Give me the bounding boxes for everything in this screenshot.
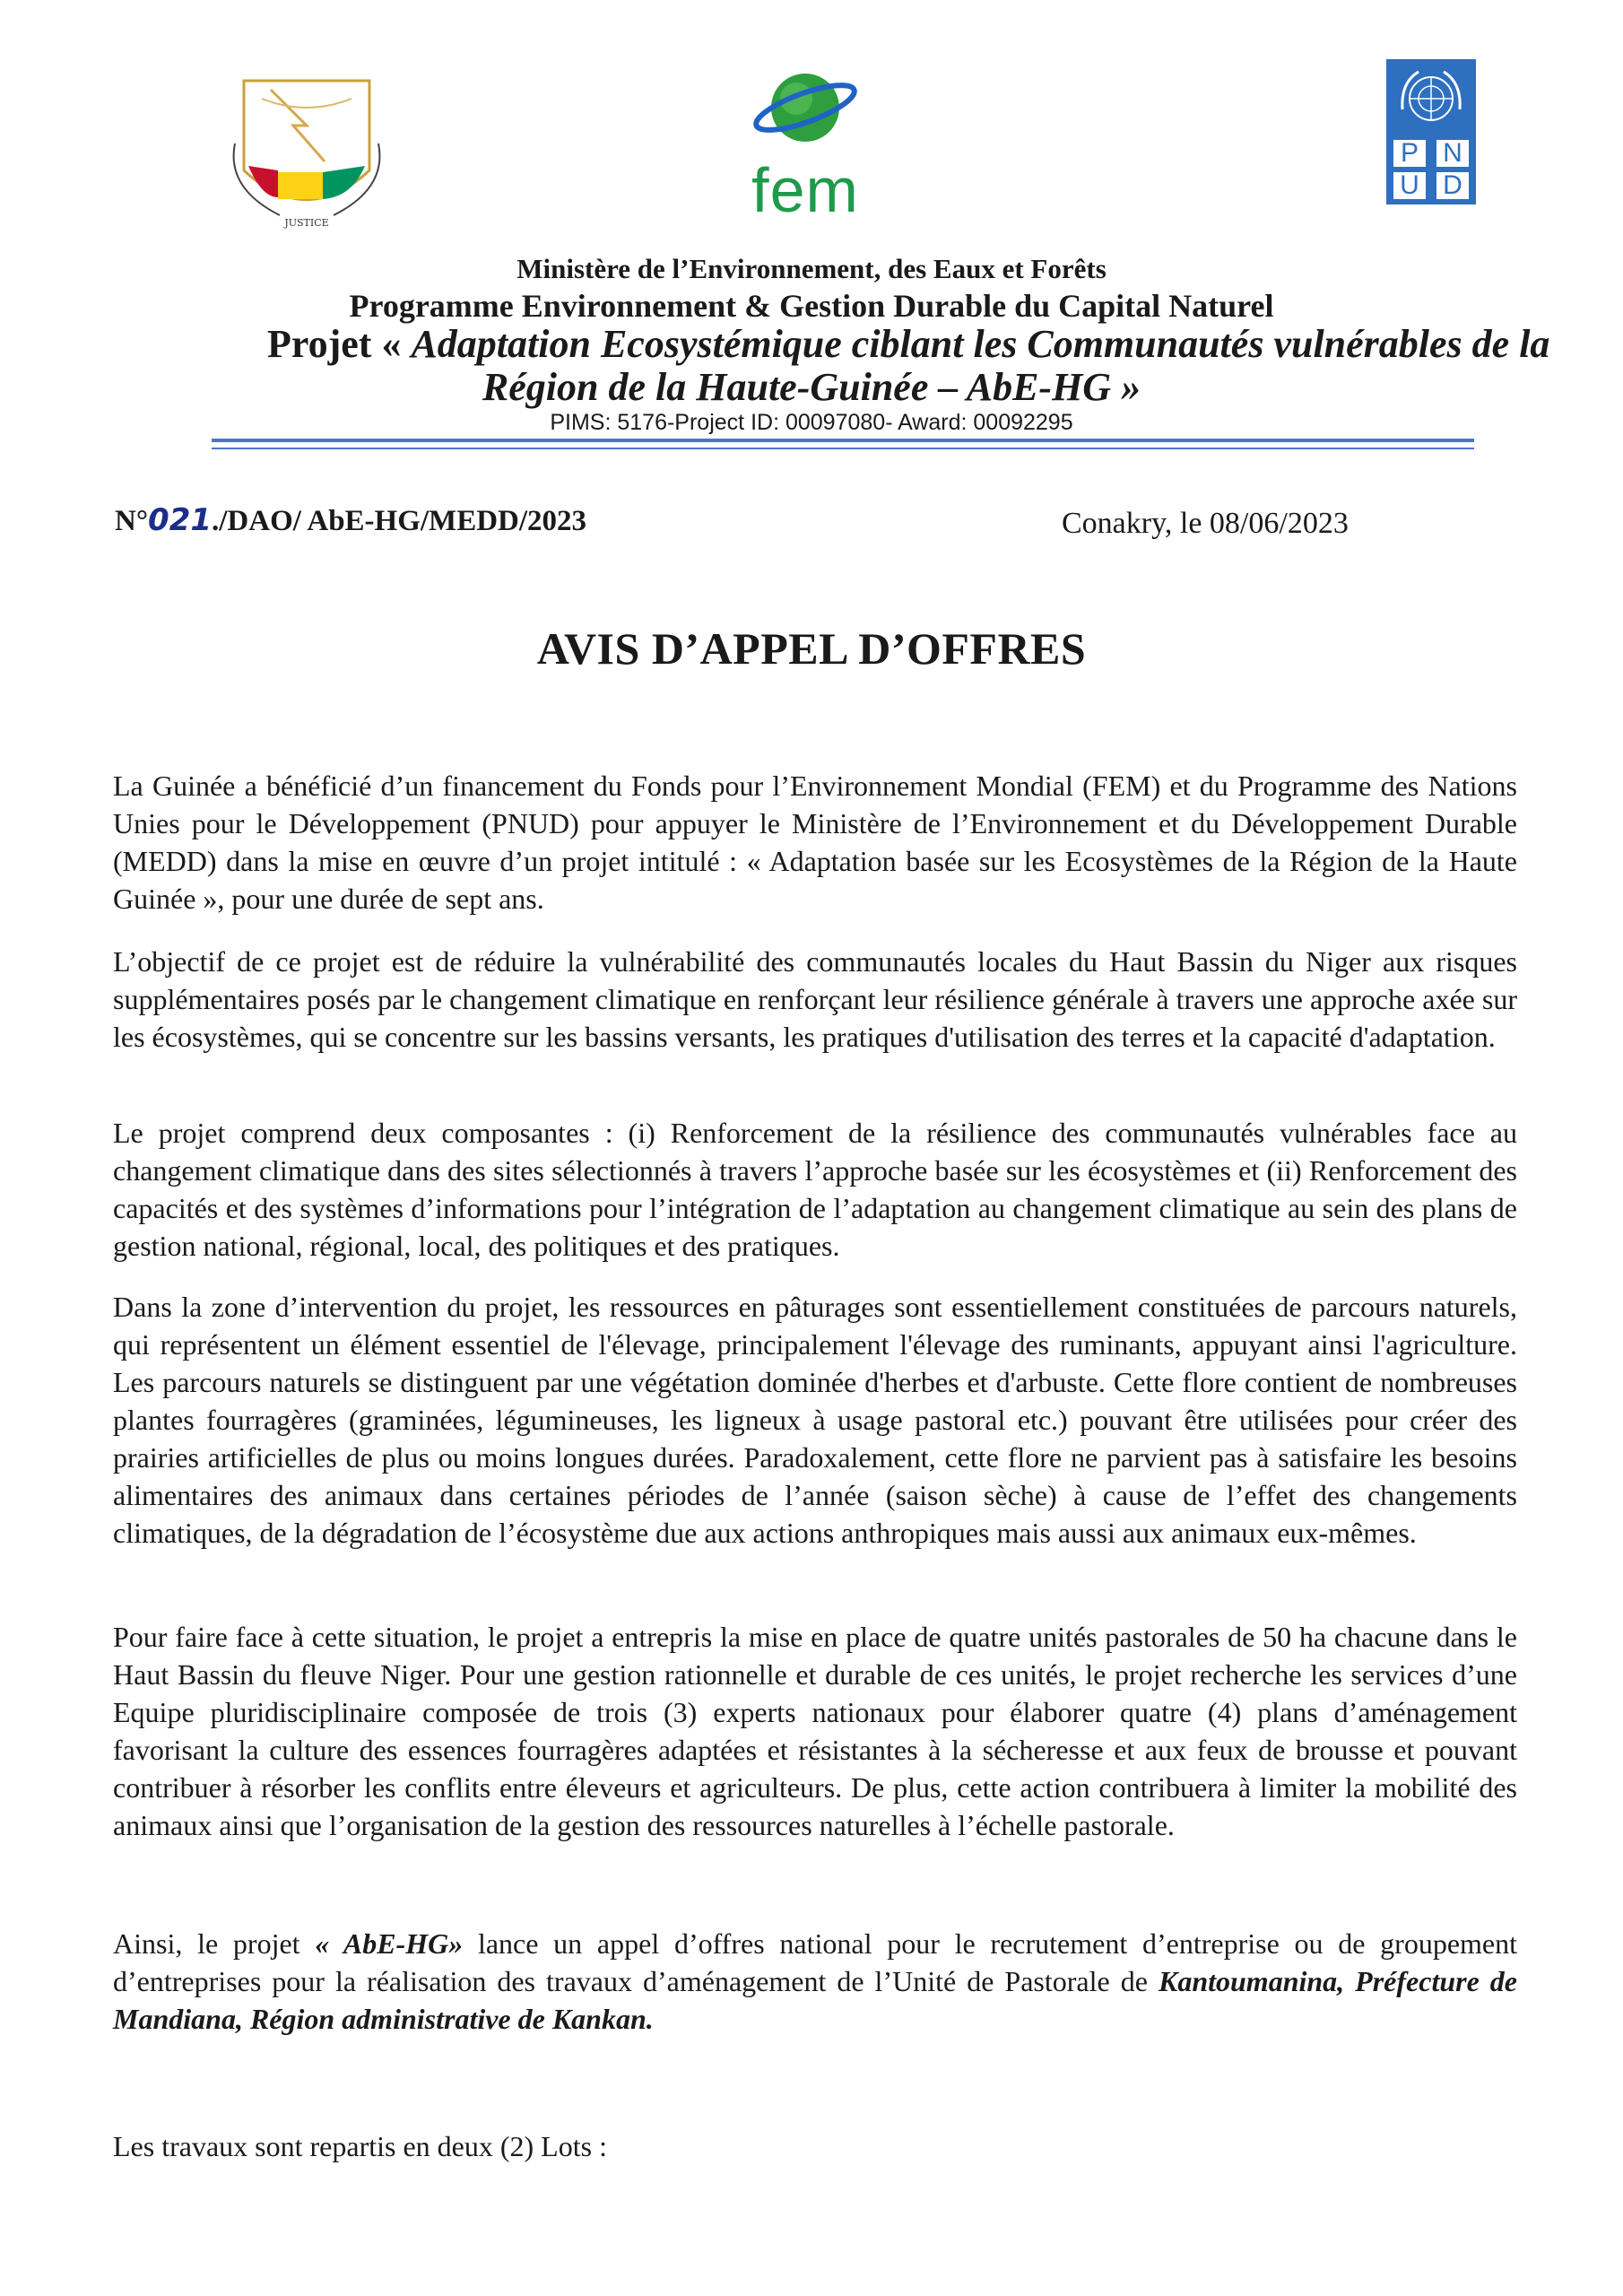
guinea-coat-of-arms-icon [208, 72, 405, 233]
paragraph-call [113, 1925, 1517, 2038]
pnud-letter-p: P [1393, 140, 1426, 167]
paragraph-lots: Les travaux sont repartis en deux (2) Lots : [113, 2130, 607, 2162]
site-location: Kantoumanina, Préfecture de Mandiana, Région administrative de Kankan. [113, 1965, 1518, 2035]
pnud-letter-n: N [1436, 140, 1469, 167]
header-divider [212, 439, 1474, 442]
fem-wordmark: fem [751, 155, 859, 225]
paragraph-response: Pour faire face à cette situation, le projet a entrepris la mise en place de quatre unités pastorales de 50 ha chacune dans le Haut Bassin du fleuve Niger. Pour une gestion rationnelle et durable de ces unités, le projet recherche les services d’une Equipe pluridisciplinaire composée de trois (3) experts nationaux pour élaborer quatre (4) plans d’aménagement favorisant la culture des essences fourragères adaptées et résistantes à la sécheresse et aux feux de brousse et pouvant contribuer à résorber les conflits entre éleveurs et agriculteurs. De plus, cette action contribuera à limiter la mobilité des animaux ainsi que l’organisation de la gestion des ressources naturelles à l’échelle pastorale. [113, 1621, 1517, 1841]
place-date: Conakry, le 08/06/2023 [1062, 507, 1349, 540]
ministry-name: Ministère de l’Environnement, des Eaux et Forêts [516, 253, 1107, 284]
project-prefix: Projet « [267, 322, 412, 366]
paragraph-financing: La Guinée a bénéficié d’un financement du Fonds pour l’Environnement Mondial (FEM) et du Programme des Nations Unies pour le Développement (PNUD) pour appuyer le Ministère de l’Environnement et du Développement Durable (MEDD) dans la mise en œuvre d’un projet intitulé : « Adaptation basée sur les Ecosystèmes de la Région de la Haute Guinée », pour une durée de sept ans. [113, 770, 1517, 915]
call-middle: lance un appel d’offres national pour le recrutement d’entreprise ou de groupement d’entreprises pour la réalisation des travaux d’aménagement de l’Unité de Pastorale de [113, 1927, 1518, 1997]
paragraph-components: Le projet comprend deux composantes : (i) Renforcement de la résilience des communautés vulnérables face au changement climatique dans des sites sélectionnés à travers l’approche basée sur les écosystèmes et (ii) Renforcement des capacités et des systèmes d’informations pour l’intégration de l’adaptation au changement climatique au sein des plans de gestion national, régional, local, des politiques et des pratiques. [113, 1117, 1517, 1262]
pnud-letter-d: D [1436, 172, 1469, 199]
project-title-line1 [267, 321, 1549, 367]
reference-suffix: ./DAO/ AbE-HG/MEDD/2023 [212, 505, 587, 537]
call-start: Ainsi, le projet [113, 1927, 316, 1960]
header-divider-thin [212, 448, 1474, 449]
pims-ids: PIMS: 5176-Project ID: 00097080- Award: 00092295 [550, 410, 1073, 435]
pnud-logo [1386, 59, 1476, 204]
un-emblem-icon [1392, 65, 1471, 135]
programme-name: Programme Environnement & Gestion Durable du Capital Naturel [349, 288, 1274, 324]
project-title-line2: Région de la Haute-Guinée – AbE-HG » [482, 365, 1141, 409]
pnud-letter-u: U [1393, 172, 1426, 199]
paragraph-context: Dans la zone d’intervention du projet, les ressources en pâturages sont essentiellement constituées de parcours naturels, qui représentent un élément essentiel de l'élevage, principalement l'élevage des ruminants, appuyant ainsi l'agriculture. Les parcours naturels se distinguent par une végétation dominée d'herbes et d'arbuste. Cette flore contient de nombreuses plantes fourragères (graminées, légumineuses, les ligneux à usage pastoral etc.) pouvant être utilisées pour créer des prairies artificielles de plus ou moins longues durées. Paradoxalement, cette flore ne parvient pas à satisfaire les besoins alimentaires des animaux dans certaines périodes de l’année (saison sèche) à cause de l’effet des changements climatiques, de la dégradation de l’écosystème due aux actions anthropiques mais aussi aux animaux eux-mêmes. [113, 1291, 1517, 1549]
paragraph-objective: L’objectif de ce projet est de réduire la vulnérabilité des communautés locales du Haut Bassin du Niger aux risques supplémentaires posés par le changement climatique en renforçant leur résilience générale à travers une approche axée sur les écosystèmes, qui se concentre sur les bassins versants, les pratiques d'utilisation des terres et la capacité d'adaptation. [113, 945, 1517, 1053]
project-acronym: « AbE-HG» [315, 1927, 464, 1960]
reference-prefix: N° [115, 505, 149, 537]
project-title-part1: Adaptation Ecosystémique ciblant les Communautés vulnérables de la [411, 322, 1550, 366]
handwritten-number: 021 [148, 502, 213, 538]
fem-logo [725, 56, 886, 226]
coat-motto: JUSTICE [284, 217, 329, 229]
document-title: AVIS D’APPEL D’OFFRES [536, 623, 1087, 674]
globe-icon [751, 56, 859, 163]
reference-number [115, 502, 586, 538]
